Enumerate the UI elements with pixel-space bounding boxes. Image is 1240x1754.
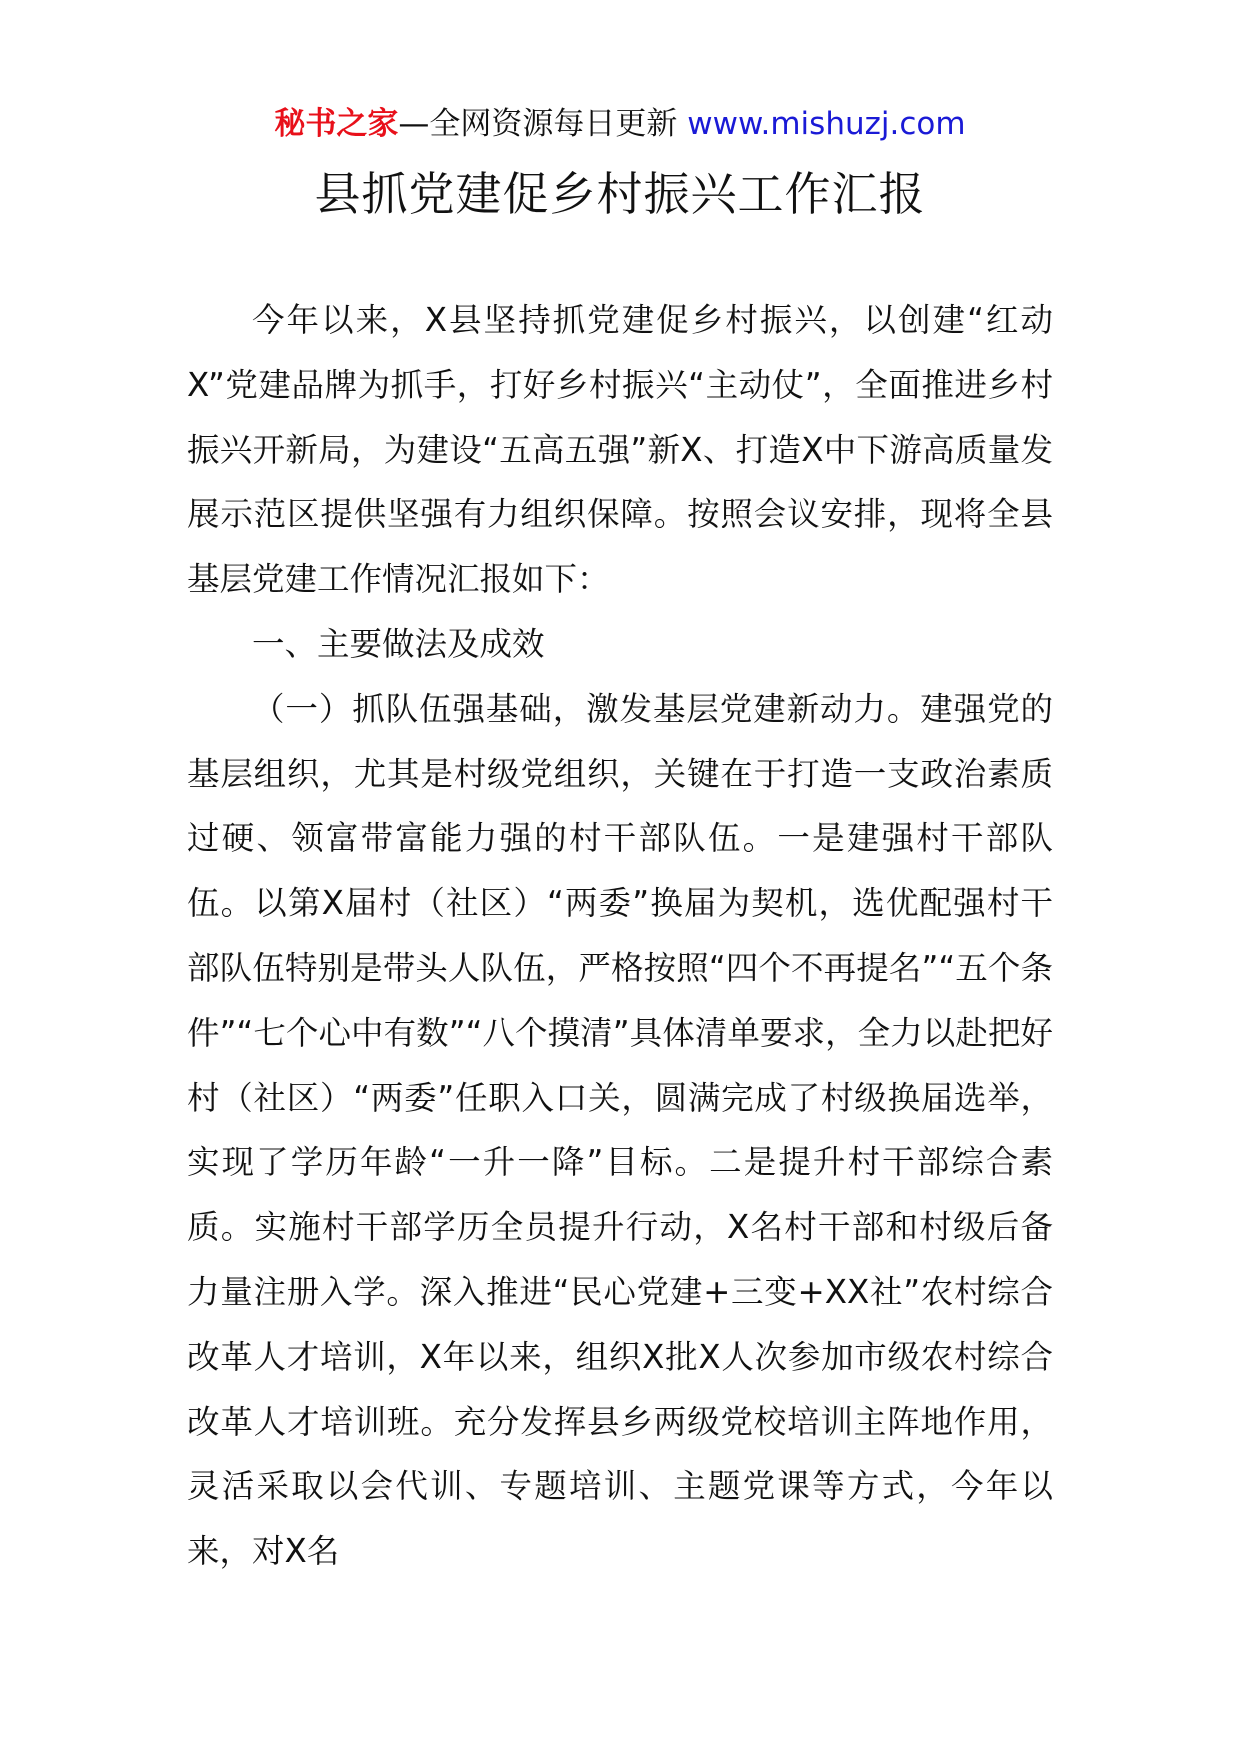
header-tagline: —全网资源每日更新 — [398, 106, 678, 142]
document-title: 县抓党建促乡村振兴工作汇报 — [314, 167, 926, 221]
section-heading: 一、主要做法及成效 — [252, 624, 545, 663]
site-header-banner — [0, 102, 1240, 146]
intro-paragraph: 今年以来，X县坚持抓党建促乡村振兴，以创建“红动X”党建品牌为抓手，打好乡村振兴“主动仗”，全面推进乡村振兴开新局，为建设“五高五强”新X、打造X中下游高质量发展示范区提供坚强有力组织保障。按照会议安排，现将全县基层党建工作情况汇报如下： — [187, 301, 1053, 599]
document-body — [187, 288, 1053, 1584]
brand-name: 秘书之家 — [274, 106, 399, 142]
site-url-link[interactable]: www.mishuzj.com — [687, 106, 966, 142]
body-paragraph: （一）抓队伍强基础，激发基层党建新动力。建强党的基层组织，尤其是村级党组织，关键在于打造一支政治素质过硬、领富带富能力强的村干部队伍。一是建强村干部队伍。以第X届村（社区）“两委”换届为契机，选优配强村干部队伍特别是带头人队伍，严格按照“四个不再提名”“五个条件”“七个心中有数”“八个摸清”具体清单要求，全力以赴把好村（社区）“两委”任职入口关，圆满完成了村级换届选举，实现了学历年龄“一升一降”目标。二是提升村干部综合素质。实施村干部学历全员提升行动，X名村干部和村级后备力量注册入学。深入推进“民心党建+三变+XX社”农村综合改革人才培训，X年以来，组织X批X人次参加市级农村综合改革人才培训班。充分发挥县乡两级党校培训主阵地作用，灵活采取以会代训、专题培训、主题党课等方式，今年以来，对X名 — [187, 689, 1053, 1571]
